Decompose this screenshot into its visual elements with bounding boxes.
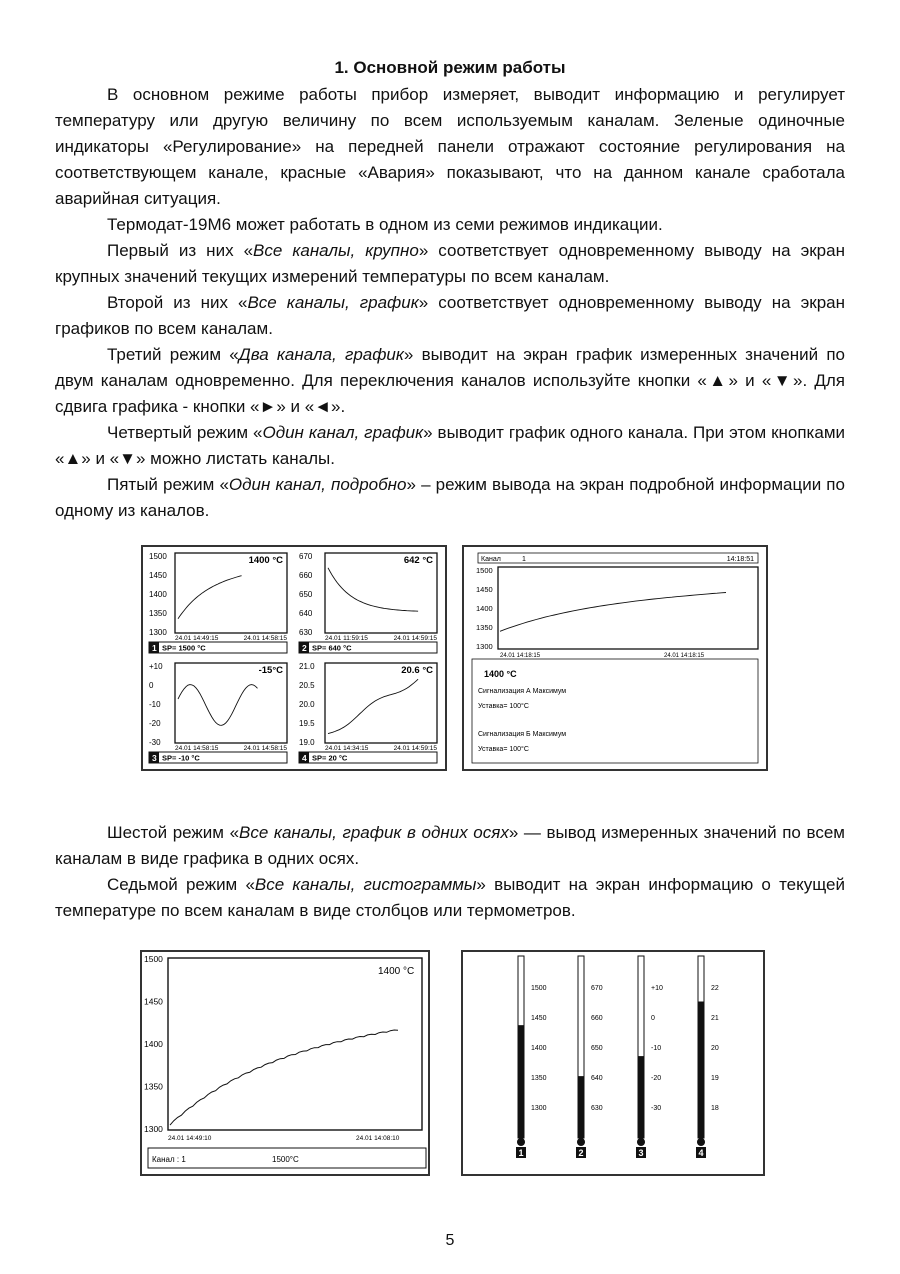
fig3-svg bbox=[142, 952, 428, 1174]
panel-y-tick: -30 bbox=[149, 738, 161, 747]
thermometer-fill bbox=[698, 1002, 704, 1139]
panel-curve bbox=[178, 576, 242, 619]
panel-x-start: 24.01 14:58:15 bbox=[175, 745, 219, 752]
bottom-paragraph-2: Седьмой режим «Все каналы, гистограммы» выводит на экран информацию о текущей температуре по всем каналам в виде столбцов или термометров. bbox=[55, 875, 846, 920]
thermometer-tick: 20 bbox=[711, 1045, 719, 1052]
panel-x-start: 24.01 14:49:15 bbox=[175, 635, 219, 642]
panel-curve bbox=[328, 568, 418, 611]
panel-y-tick: 1500 bbox=[149, 552, 167, 561]
fig3-y-tick: 1450 bbox=[144, 996, 163, 1007]
top-paragraph-7: Пятый режим «Один канал, подробно» – режим вывода на экран подробной информации по одному из каналов. bbox=[55, 475, 845, 520]
fig3-y-tick: 1500 bbox=[144, 954, 163, 964]
thermometer-fill bbox=[518, 1025, 524, 1138]
fig1-svg bbox=[143, 547, 445, 769]
panel-number: 2 bbox=[302, 643, 307, 653]
fig3-y-tick: 1300 bbox=[144, 1124, 163, 1134]
panel-y-tick: 20.5 bbox=[299, 681, 315, 690]
section-heading: 1. Основной режим работы bbox=[334, 58, 566, 77]
body-text-bottom bbox=[55, 820, 845, 924]
panel-setpoint: SP= 20 °C bbox=[312, 753, 348, 763]
page-number: 5 bbox=[445, 1232, 455, 1249]
thermometer-tick: 660 bbox=[591, 1015, 603, 1022]
fig2-time: 14:18:51 bbox=[726, 556, 754, 563]
panel-value: 1400 °C bbox=[248, 555, 283, 566]
thermometer-tick: +10 bbox=[651, 985, 663, 992]
figure-same-axes-graph bbox=[140, 950, 430, 1176]
panel-y-tick: 19.0 bbox=[299, 738, 315, 747]
panel-y-tick: 640 bbox=[299, 609, 313, 618]
thermometer-fill bbox=[638, 1056, 644, 1138]
thermometer-tick: 670 bbox=[591, 985, 603, 992]
panel-y-tick: 660 bbox=[299, 571, 313, 580]
top-paragraph-2: Термодат-19М6 может работать в одном из семи режимов индикации. bbox=[107, 215, 663, 234]
panel-value: 20.6 °C bbox=[401, 665, 433, 676]
panel-x-end: 24.01 14:58:15 bbox=[243, 745, 287, 752]
panel-x-end: 24.01 14:59:15 bbox=[393, 745, 437, 752]
panel-x-end: 24.01 14:59:15 bbox=[393, 635, 437, 642]
thermometer-tick: 1500 bbox=[531, 985, 547, 992]
fig2-header-bar bbox=[478, 553, 758, 563]
panel-y-tick: 1400 bbox=[149, 590, 167, 599]
panel-y-tick: 1300 bbox=[149, 628, 167, 637]
fig2-setpoint-a: Уставка= 100°C bbox=[478, 703, 529, 710]
thermometer-tick: 0 bbox=[651, 1015, 655, 1022]
top-paragraph-3: Первый из них «Все каналы, крупно» соответствует одновременному выводу на экран крупных значений текущих измерений температуры по всем каналам. bbox=[55, 241, 845, 286]
thermometer-number: 3 bbox=[638, 1148, 644, 1158]
panel-y-tick: 1450 bbox=[149, 571, 167, 580]
panel-y-tick: 0 bbox=[149, 681, 154, 690]
thermometer-tick: 1450 bbox=[531, 1015, 547, 1022]
fig3-plot-frame bbox=[168, 958, 422, 1130]
thermometer-tick: 18 bbox=[711, 1105, 719, 1112]
panel-curve bbox=[328, 679, 418, 733]
thermometer-tick: 640 bbox=[591, 1075, 603, 1082]
fig2-x-end: 24.01 14:18:15 bbox=[664, 653, 705, 659]
thermometer-number: 4 bbox=[698, 1148, 704, 1158]
fig4-svg bbox=[463, 952, 763, 1174]
fig3-channel: Канал : 1 bbox=[152, 1155, 186, 1164]
thermometer-tick: 22 bbox=[711, 985, 719, 992]
thermometer-tick: 1400 bbox=[531, 1045, 547, 1052]
fig3-x-start: 24.01 14:49:10 bbox=[168, 1135, 212, 1142]
body-text-top bbox=[55, 82, 845, 524]
fig2-y-tick: 1300 bbox=[476, 642, 493, 651]
fig2-setpoint-b: Уставка= 100°C bbox=[478, 746, 529, 753]
thermometer-tick: -10 bbox=[651, 1045, 662, 1052]
fig3-curve bbox=[170, 1030, 398, 1125]
bottom-paragraph-1: Шестой режим «Все каналы, график в одних осях» — вывод измеренных значений по всем каналам в виде графика в одних осях. bbox=[55, 823, 845, 868]
fig3-value: 1400 °C bbox=[378, 966, 415, 977]
fig3-y-tick: 1350 bbox=[144, 1081, 163, 1092]
thermometer-tick: 1300 bbox=[531, 1105, 547, 1112]
thermometer-tick: 21 bbox=[711, 1015, 719, 1022]
thermometer-tick: 630 bbox=[591, 1105, 603, 1112]
fig2-x-start: 24.01 14:18:15 bbox=[500, 653, 541, 659]
thermometer-bulb bbox=[517, 1138, 525, 1146]
fig2-channel-number: 1 bbox=[522, 556, 526, 563]
thermometer-tick: -20 bbox=[651, 1075, 662, 1082]
top-paragraph-6: Четвертый режим «Один канал, график» выводит график одного канала. При этом кнопками «▲» и «▼» можно листать каналы. bbox=[55, 423, 846, 468]
fig2-curve bbox=[500, 593, 726, 632]
panel-y-tick: 20.0 bbox=[299, 700, 315, 709]
fig2-y-tick: 1500 bbox=[476, 566, 493, 575]
thermometer-bulb bbox=[637, 1138, 645, 1146]
panel-y-tick: 19.5 bbox=[299, 719, 315, 728]
thermometer-number: 1 bbox=[518, 1148, 524, 1158]
panel-x-start: 24.01 14:34:15 bbox=[325, 745, 369, 752]
top-paragraph-4: Второй из них «Все каналы, график» соответствует одновременному выводу на экран графиков по всем каналам. bbox=[55, 293, 846, 338]
fig2-alarm-a: Сигнализация А Максимум bbox=[478, 688, 567, 695]
figure-histograms bbox=[461, 950, 765, 1176]
fig2-channel-label: Канал bbox=[481, 556, 501, 563]
thermometer-tick: 650 bbox=[591, 1045, 603, 1052]
top-paragraph-1: В основном режиме работы прибор измеряет, выводит информацию и регулирует температуру или другую величину по всем используемым каналам. Зеленые одиночные индикаторы «Регулирование» на передней панели отражают состояние регулирования на соответствующем канале, красные «Авария» показывают, что на данном канале сработала аварийная ситуация. bbox=[55, 85, 845, 208]
panel-y-tick: 630 bbox=[299, 628, 313, 637]
panel-y-tick: -10 bbox=[149, 700, 161, 709]
panel-x-start: 24.01 11:59:15 bbox=[325, 635, 368, 642]
top-paragraph-5: Третий режим «Два канала, график» выводит на экран график измеренных значений по двум каналам одновременно. Для переключения каналов используйте кнопки «▲» и «▼». Для сдвига графика - кнопки «►» и «◄». bbox=[55, 345, 845, 416]
fig3-y-tick: 1400 bbox=[144, 1039, 163, 1049]
fig2-y-tick: 1350 bbox=[476, 623, 493, 632]
panel-curve bbox=[178, 685, 258, 726]
thermometer-tick: -30 bbox=[651, 1105, 662, 1112]
thermometer-bulb bbox=[577, 1138, 585, 1146]
thermometer-tick: 1350 bbox=[531, 1075, 547, 1082]
thermometer-bulb bbox=[697, 1138, 705, 1146]
panel-y-tick: 670 bbox=[299, 552, 313, 561]
panel-y-tick: 650 bbox=[299, 590, 313, 599]
thermometer-tick: 19 bbox=[711, 1075, 719, 1082]
panel-value: -15°C bbox=[258, 665, 283, 676]
panel-y-tick: 1350 bbox=[149, 609, 167, 618]
fig3-x-end: 24.01 14:08:10 bbox=[356, 1135, 400, 1142]
fig2-svg bbox=[464, 547, 766, 769]
panel-number: 3 bbox=[152, 753, 157, 763]
panel-x-end: 24.01 14:58:15 bbox=[243, 635, 287, 642]
figure-one-channel-detailed bbox=[462, 545, 768, 771]
panel-value: 642 °C bbox=[403, 555, 433, 566]
thermometer-number: 2 bbox=[578, 1148, 584, 1158]
panel-setpoint: SP= 1500 °C bbox=[162, 643, 206, 653]
fig2-value: 1400 °C bbox=[484, 669, 517, 679]
fig2-alarm-b: Сигнализация Б Максимум bbox=[478, 731, 567, 738]
panel-setpoint: SP= -10 °C bbox=[162, 753, 200, 763]
panel-number: 4 bbox=[302, 753, 307, 763]
thermometer-fill bbox=[578, 1076, 584, 1138]
fig2-y-tick: 1450 bbox=[476, 585, 493, 594]
panel-number: 1 bbox=[152, 643, 157, 653]
panel-y-tick: 21.0 bbox=[299, 662, 315, 671]
panel-y-tick: -20 bbox=[149, 719, 161, 728]
figure-all-channels-graph bbox=[141, 545, 447, 771]
fig2-plot-frame bbox=[498, 567, 758, 649]
panel-setpoint: SP= 640 °C bbox=[312, 643, 352, 653]
fig3-setpoint: 1500°C bbox=[272, 1155, 299, 1164]
panel-y-tick: +10 bbox=[149, 662, 163, 671]
fig2-y-tick: 1400 bbox=[476, 604, 493, 613]
